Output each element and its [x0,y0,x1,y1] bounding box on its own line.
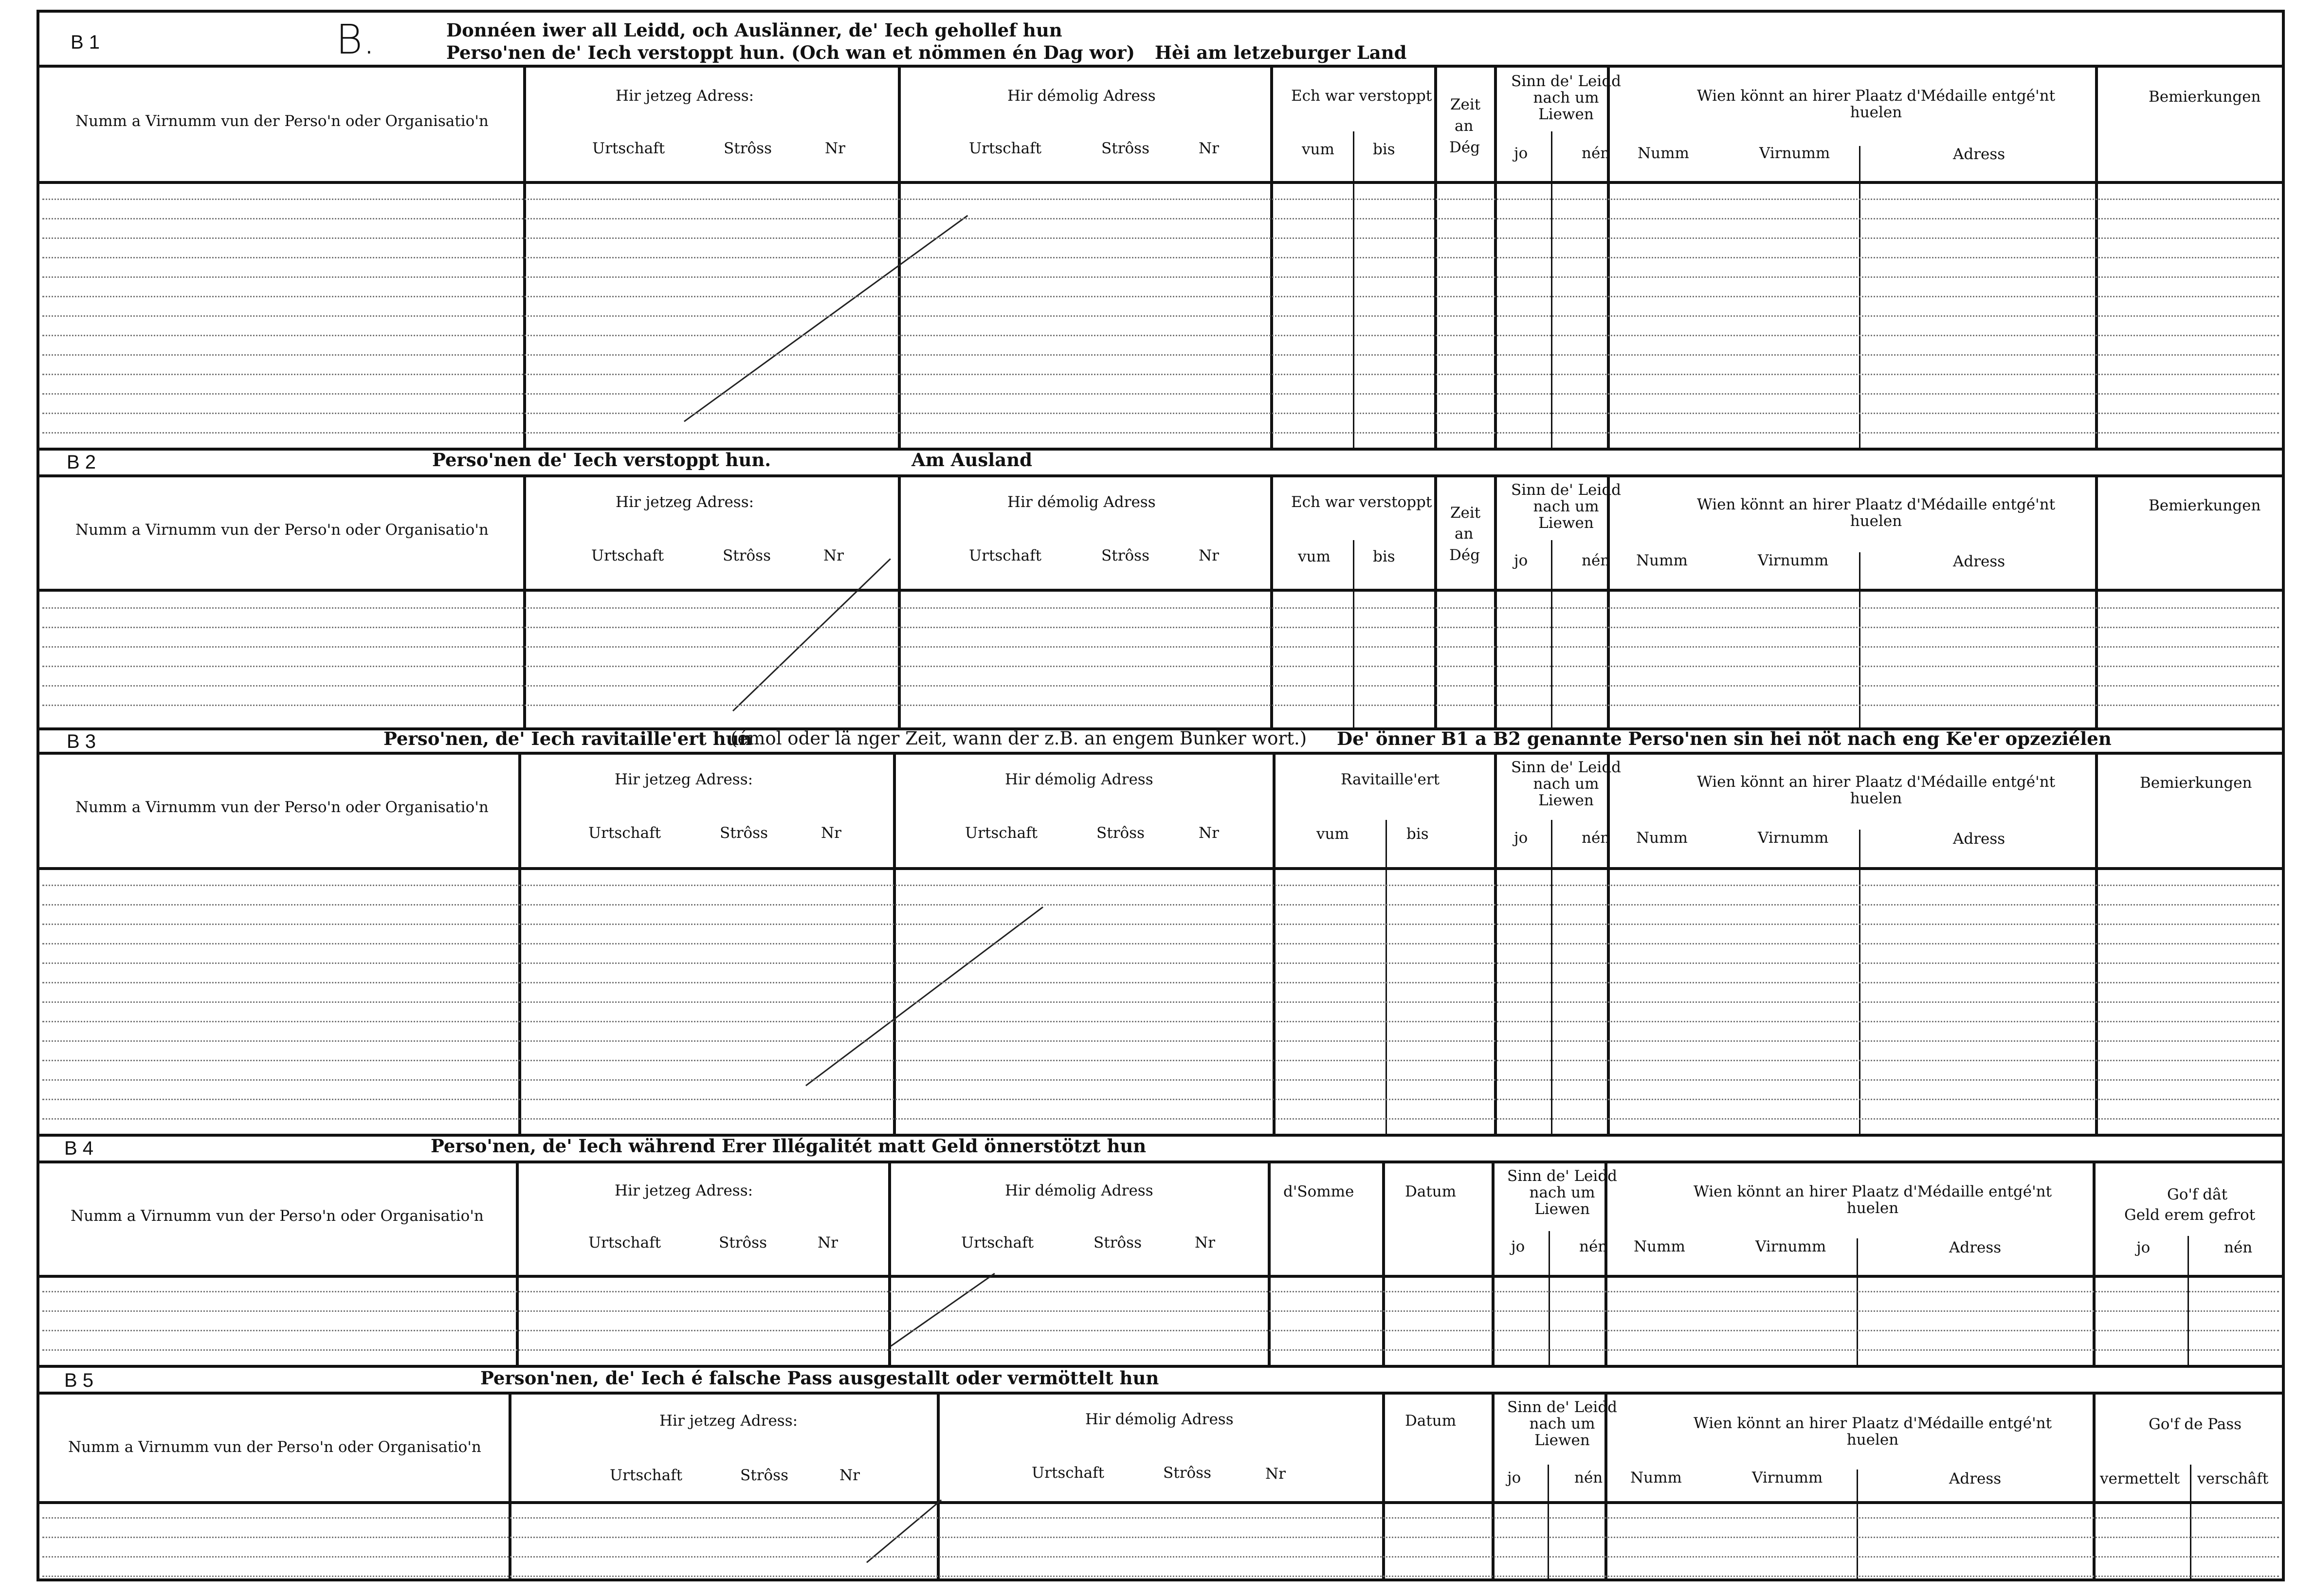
dotted-entry-line [42,315,2279,317]
time-header: Zeit [1450,96,1481,113]
nr-header: Nr [839,1467,860,1484]
pass-obtained-header: verschâft [2197,1470,2269,1487]
section-id: B 5 [64,1370,94,1391]
pass-brokered-header: vermettelt [2100,1470,2180,1487]
medal-header: Wien könnt an hirer Plaatz d'Médaille entgé'nt huelen [1693,1415,2052,1449]
street-header: Strôss [1096,824,1145,842]
town-header: Urtschaft [610,1467,683,1484]
subcol-divider [1857,1469,1858,1581]
col-divider [523,474,526,727]
col-divider [898,65,901,448]
town-header: Urtschaft [969,547,1042,564]
time-header-an: an [1455,117,1474,135]
section-title-note: (émol oder lä nger Zeit, wann der z.B. an engem Bunker wort.) [730,728,1307,749]
dotted-entry-line [42,705,2279,706]
medal-name-header: Numm [1636,552,1688,569]
col-divider [1492,1392,1495,1581]
subcol-divider [1857,1238,1858,1365]
subcol-divider [1551,540,1552,727]
dotted-entry-line [42,1537,2279,1538]
col-divider [1434,65,1437,448]
from-header: vum [1302,141,1334,158]
col-divider [1604,1161,1607,1365]
street-header: Strôss [1101,140,1149,157]
section-title: Perso'nen, de' Iech während Erer Illégalitét matt Geld önnerstötzt hun [431,1135,1147,1157]
street-header: Strôss [724,140,772,157]
header-rule [36,1275,2285,1278]
dotted-entry-line [42,1291,2279,1292]
section-id: B 2 [67,452,96,473]
street-header: Strôss [1101,547,1149,564]
remarks-header: Bemierkungen [2149,88,2261,106]
dotted-entry-line [42,666,2279,667]
col-divider [1382,1161,1385,1365]
section-title-right: De' önner B1 a B2 genannte Perso'nen sin hei nöt nach eng Ke'er opzeziélen [1337,728,2112,749]
date-header: Datum [1405,1412,1457,1430]
to-header: bis [1406,825,1429,843]
col-divider [1270,474,1273,727]
street-header: Strôss [723,547,771,564]
dotted-entry-line [42,646,2279,648]
medal-name-header: Numm [1634,1238,1685,1255]
medal-name-header: Numm [1636,829,1688,847]
dotted-entry-line [42,432,2279,434]
subcol-divider [1551,820,1552,1134]
yes-header: jo [1514,829,1528,847]
no-header: nén [1582,552,1610,569]
medal-first-header: Virnumm [1752,1469,1823,1487]
dotted-entry-line [42,413,2279,414]
medal-address-header: Adress [1949,1239,2002,1256]
col-divider [1607,65,1610,448]
subcol-divider [1548,1465,1549,1581]
time-header-an: an [1455,525,1474,543]
town-header: Urtschaft [969,140,1042,157]
nr-header: Nr [1199,140,1219,157]
dotted-entry-line [42,1556,2279,1558]
header-rule [36,867,2285,870]
col-divider [2093,1392,2096,1581]
section-title: Perso'nen de' Iech verstoppt hun. [432,449,771,471]
dotted-entry-line [42,393,2279,395]
town-header: Urtschaft [591,547,664,564]
nr-header: Nr [821,824,841,842]
gift-header: Go'f dât [2167,1186,2228,1203]
name-header: Numm a Virnumm vun der Perso'n oder Organisatio'n [71,1207,484,1225]
col-divider [888,1161,891,1365]
medal-first-header: Virnumm [1755,1238,1826,1255]
col-divider [1494,474,1497,727]
dotted-entry-line [42,982,2279,983]
medal-name-header: Numm [1630,1469,1682,1487]
form-letter: B. [336,16,376,63]
header-rule [36,1501,2285,1504]
dotted-entry-line [42,296,2279,297]
dotted-entry-line [42,627,2279,628]
dotted-entry-line [42,335,2279,336]
section-divider [36,474,2285,477]
yes-header: jo [1511,1238,1525,1255]
medal-address-header: Adress [1953,145,2005,163]
from-header: vum [1298,548,1331,565]
col-divider [1268,1161,1271,1365]
street-header: Strôss [740,1467,788,1484]
gift-no-header: nén [2224,1239,2253,1256]
dotted-entry-line [42,607,2279,609]
medal-address-header: Adress [1953,553,2005,570]
dotted-entry-line [42,354,2279,356]
dotted-entry-line [42,1576,2279,1577]
subcol-divider [1353,131,1354,448]
dotted-entry-line [42,1001,2279,1003]
nr-header: Nr [825,140,845,157]
col-divider [2093,1161,2096,1365]
subcol-divider [1353,540,1354,727]
dotted-entry-line [42,1118,2279,1120]
date-header: Datum [1405,1183,1457,1200]
name-header: Numm a Virnumm vun der Perso'n oder Organisatio'n [68,1438,481,1456]
gift-header-line2: Geld erem gefrot [2124,1206,2256,1224]
col-divider [523,65,526,448]
current-address-header: Hir jetzeg Adress: [659,1412,798,1430]
hidden-header: Ech war verstoppt [1291,87,1432,105]
dotted-entry-line [42,1021,2279,1022]
section-title-line2: Perso'nen de' Iech verstoppt hun. (Och wan et nömmen én Dag wor) [446,42,1135,63]
no-header: nén [1579,1238,1608,1255]
section-id: B 4 [64,1138,94,1159]
former-address-header: Hir démolig Adress [1007,493,1156,511]
section-divider [36,752,2285,755]
name-header: Numm a Virnumm vun der Perso'n oder Organisatio'n [75,798,489,816]
col-divider [1434,474,1437,727]
former-address-header: Hir démolig Adress [1007,87,1156,105]
section-divider [36,65,2285,68]
no-header: nén [1582,145,1610,162]
col-divider [898,474,901,727]
dotted-entry-line [42,1099,2279,1100]
dotted-entry-line [42,257,2279,258]
street-header: Strôss [1094,1234,1142,1251]
current-address-header: Hir jetzeg Adress: [616,87,754,105]
col-divider [937,1392,940,1581]
current-address-header: Hir jetzeg Adress: [615,771,753,788]
yes-header: jo [1507,1469,1521,1487]
dotted-entry-line [42,1330,2279,1331]
town-header: Urtschaft [965,824,1038,842]
current-address-header: Hir jetzeg Adress: [615,1182,753,1199]
col-divider [1604,1392,1607,1581]
medal-header: Wien könnt an hirer Plaatz d'Médaille entgé'nt huelen [1696,773,2056,808]
time-header-days: Dég [1449,546,1480,564]
col-divider [1607,474,1610,727]
former-address-header: Hir démolig Adress [1005,771,1153,788]
dotted-entry-line [42,1517,2279,1519]
section-divider [36,1365,2285,1368]
gift-yes-header: jo [2136,1239,2151,1256]
town-header: Urtschaft [588,824,661,842]
current-address-header: Hir jetzeg Adress: [616,493,754,511]
section-divider [36,1161,2285,1163]
medal-address-header: Adress [1949,1470,2002,1487]
section-divider [36,1392,2285,1395]
dotted-entry-line [42,276,2279,278]
supplied-header: Ravitaille'ert [1341,771,1440,788]
lives-header: Sinn de' Leidd nach um Liewen [1511,481,1622,532]
subcol-divider [2190,1465,2191,1581]
section-divider [36,448,2285,451]
col-divider [516,1161,519,1365]
medal-first-header: Virnumm [1759,145,1830,162]
dotted-entry-line [42,943,2279,944]
former-address-header: Hir démolig Adress [1005,1182,1153,1199]
subcol-divider [1385,820,1387,1134]
to-header: bis [1373,548,1395,565]
lives-header: Sinn de' Leidd nach um Liewen [1511,759,1622,810]
street-header: Strôss [720,824,768,842]
nr-header: Nr [1199,547,1219,564]
col-divider [1382,1392,1385,1581]
subcol-divider [1859,552,1860,727]
town-header: Urtschaft [592,140,665,157]
remarks-header: Bemierkungen [2149,497,2261,514]
hidden-header: Ech war verstoppt [1291,493,1432,511]
medal-first-header: Virnumm [1758,552,1829,569]
col-divider [2095,65,2098,448]
to-header: bis [1373,141,1395,158]
pass-header: Go'f de Pass [2149,1415,2242,1433]
former-address-header: Hir démolig Adress [1085,1411,1234,1428]
section-title: Donnéen iwer all Leidd, och Auslänner, de' Iech gehollef hun [446,19,1062,41]
nr-header: Nr [1195,1234,1215,1251]
name-header: Numm a Virnumm vun der Perso'n oder Organisatio'n [75,521,489,539]
questionnaire-form-page [36,10,2285,1581]
town-header: Urtschaft [588,1234,661,1251]
town-header: Urtschaft [1032,1464,1105,1482]
dotted-entry-line [42,962,2279,964]
section-title: Perso'nen, de' Iech ravitaille'ert hun [383,728,752,749]
col-divider [2095,474,2098,727]
time-header-days: Dég [1449,139,1480,156]
col-divider [1270,65,1273,448]
section-id: B 3 [67,731,96,752]
nr-header: Nr [818,1234,838,1251]
town-header: Urtschaft [961,1234,1034,1251]
dotted-entry-line [42,685,2279,687]
no-header: nén [1582,829,1610,847]
remarks-header: Bemierkungen [2140,774,2252,792]
street-header: Strôss [719,1234,767,1251]
street-header: Strôss [1163,1464,1211,1482]
header-rule [36,181,2285,184]
dotted-entry-line [42,374,2279,375]
no-header: nén [1574,1469,1603,1487]
medal-header: Wien könnt an hirer Plaatz d'Médaille entgé'nt huelen [1693,1183,2052,1217]
name-header: Numm a Virnumm vun der Perso'n oder Organisatio'n [75,112,489,130]
dotted-entry-line [42,199,2279,200]
header-rule [36,589,2285,592]
yes-header: jo [1514,145,1528,162]
dotted-entry-line [42,1310,2279,1312]
section-id: B 1 [71,32,100,53]
lives-header: Sinn de' Leidd nach um Liewen [1511,73,1622,124]
from-header: vum [1316,825,1349,843]
medal-first-header: Virnumm [1758,829,1829,847]
sum-header: d'Somme [1283,1183,1354,1200]
dotted-entry-line [42,218,2279,219]
dotted-entry-line [42,885,2279,886]
nr-header: Nr [823,547,844,564]
section-subtitle-land: Hèi am letzeburger Land [1155,42,1407,63]
dotted-entry-line [42,237,2279,239]
section-divider [36,1134,2285,1137]
medal-address-header: Adress [1953,830,2005,848]
col-divider [1494,65,1497,448]
lives-header: Sinn de' Leidd nach um Liewen [1507,1398,1618,1450]
dotted-entry-line [42,1040,2279,1042]
lives-header: Sinn de' Leidd nach um Liewen [1507,1167,1618,1218]
subcol-divider [1549,1231,1550,1365]
subcol-divider [2188,1236,2189,1365]
dotted-entry-line [42,1079,2279,1081]
time-header: Zeit [1450,504,1481,522]
yes-header: jo [1514,552,1528,569]
medal-name-header: Numm [1638,145,1689,162]
col-divider [1492,1161,1495,1365]
section-title: Person'nen, de' Iech é falsche Pass ausgestallt oder vermöttelt hun [480,1367,1159,1389]
col-divider [509,1392,511,1581]
nr-header: Nr [1199,824,1219,842]
dotted-entry-line [42,1349,2279,1351]
section-title-right: Am Ausland [912,449,1032,471]
subcol-divider [1551,131,1552,448]
nr-header: Nr [1265,1465,1286,1483]
medal-header: Wien könnt an hirer Plaatz d'Médaille entgé'nt huelen [1696,87,2056,122]
dotted-entry-line [42,1060,2279,1061]
medal-header: Wien könnt an hirer Plaatz d'Médaille entgé'nt huelen [1696,496,2056,530]
dotted-entry-line [42,924,2279,925]
dotted-entry-line [42,904,2279,906]
